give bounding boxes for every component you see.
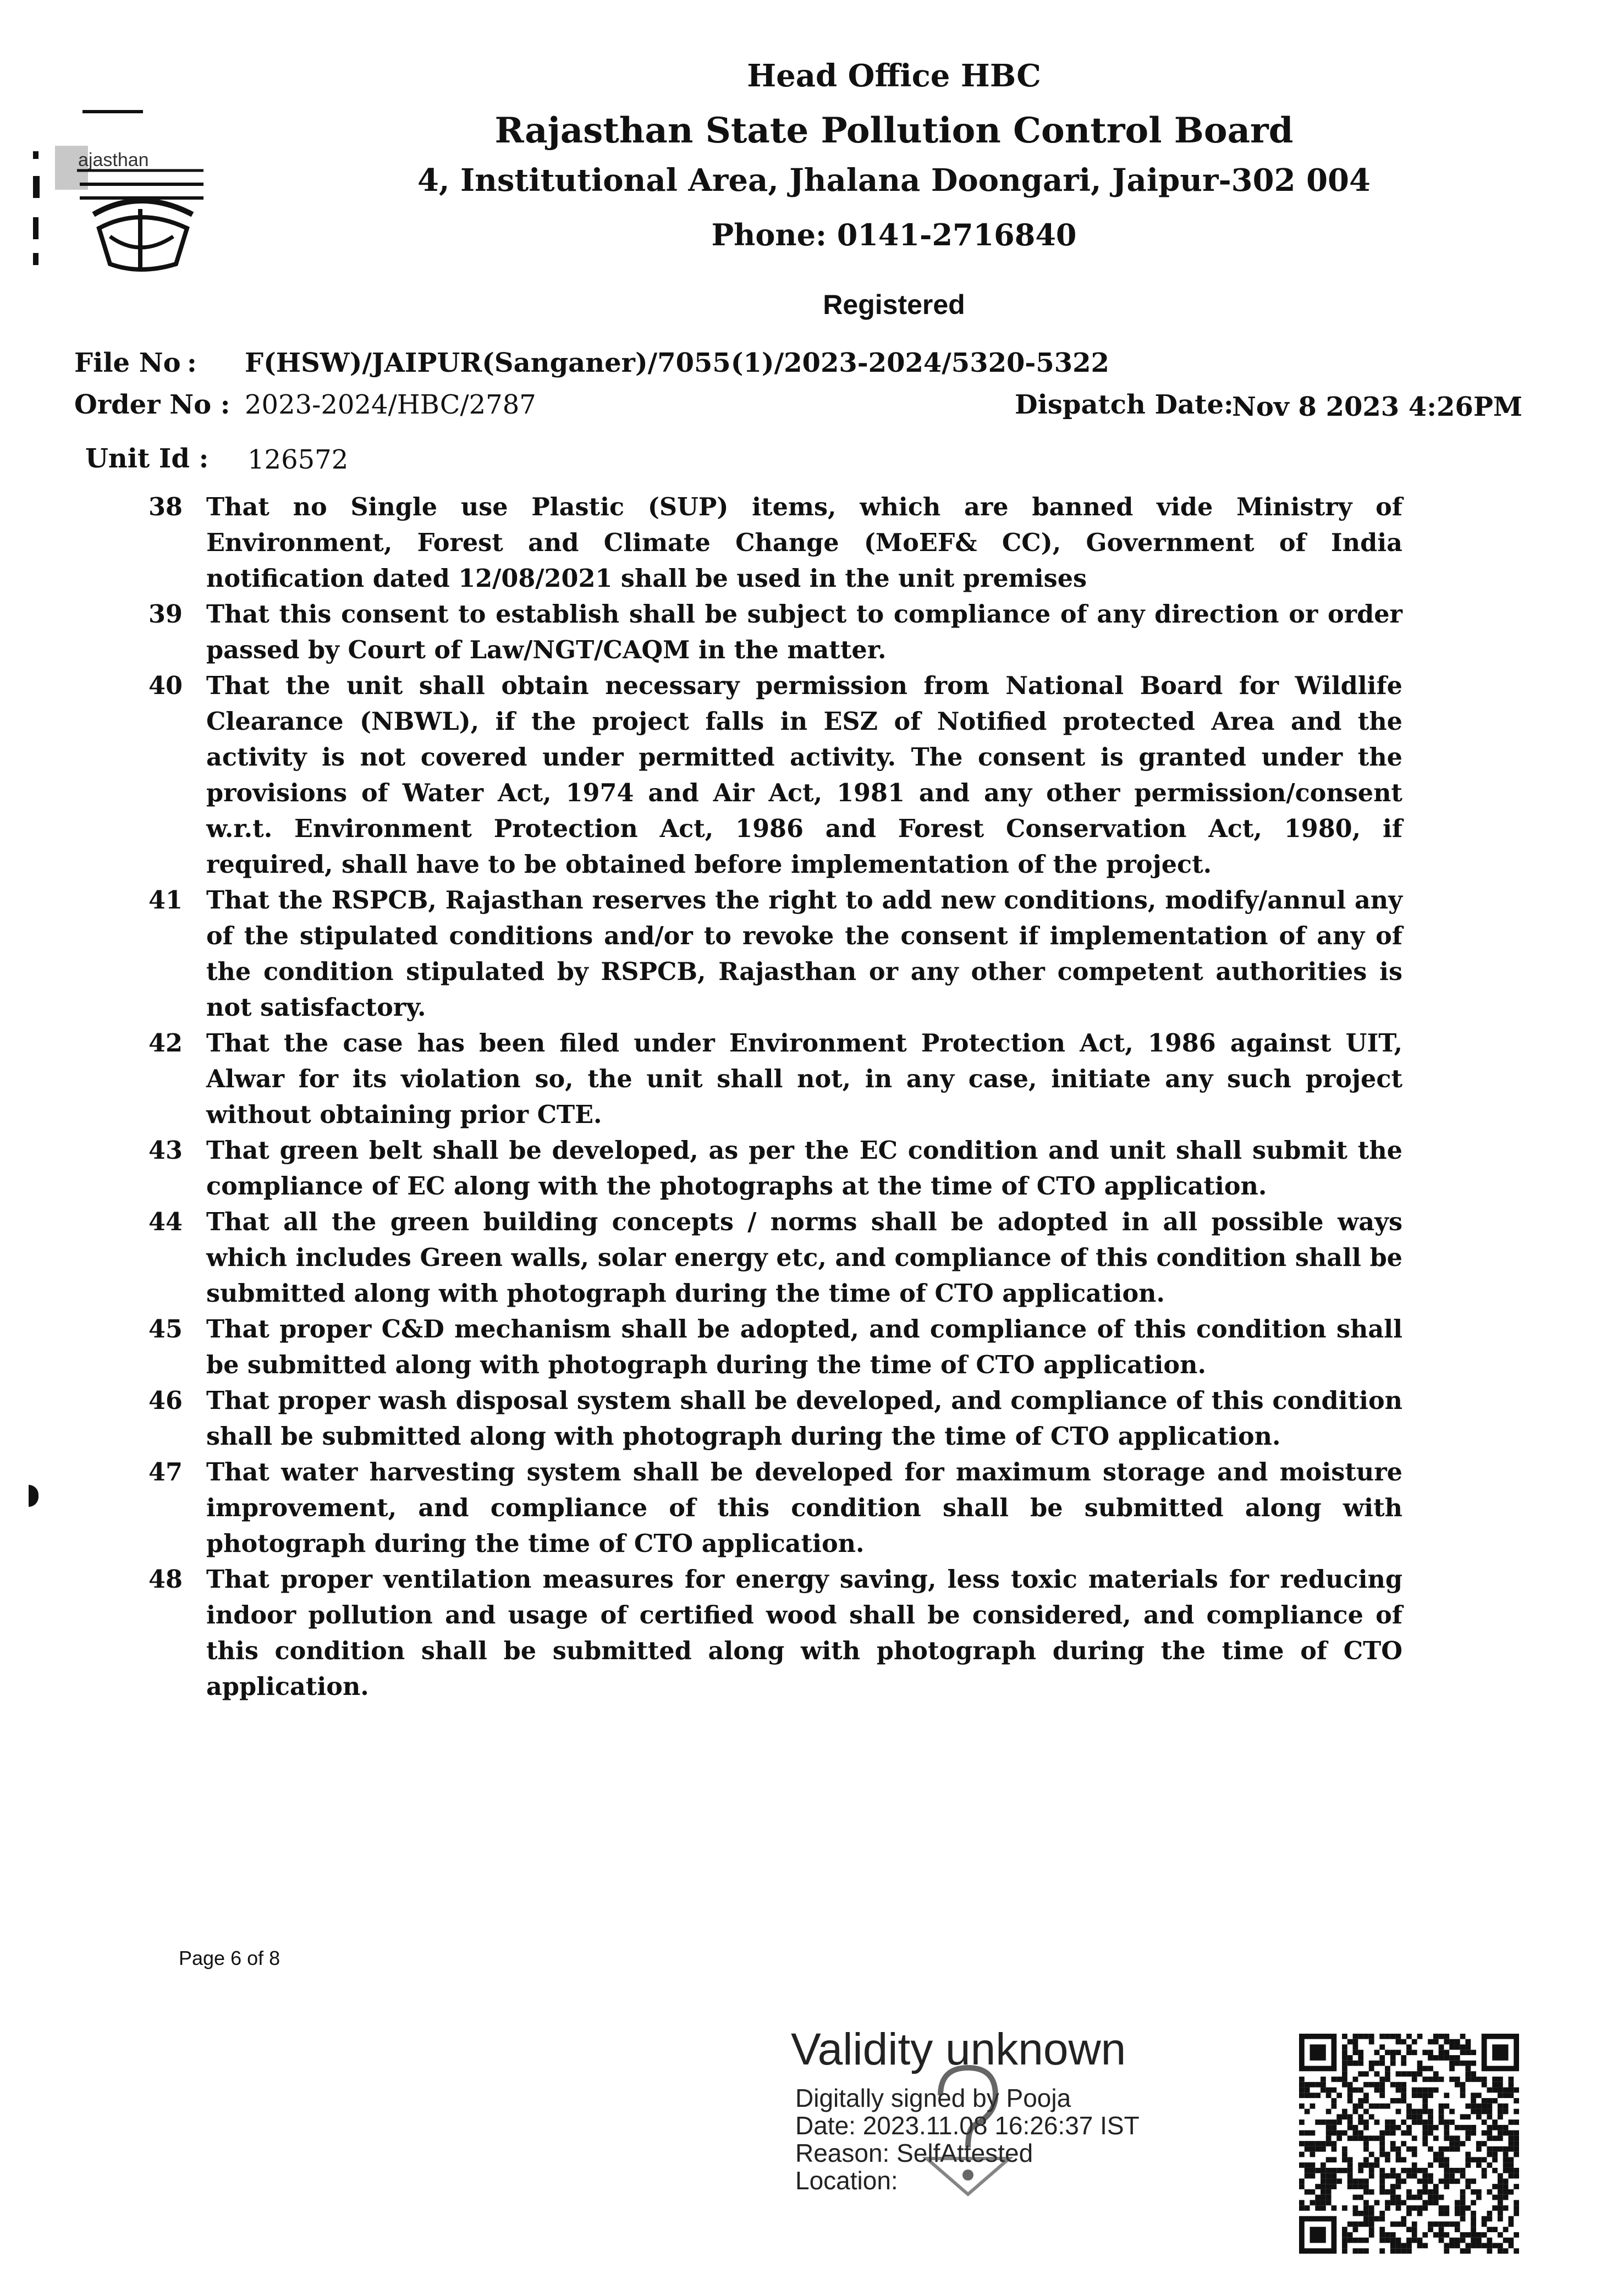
file-no-separator: : xyxy=(187,348,197,378)
condition-text: That the unit shall obtain necessary permission from National Board for Wildlife Clearance (NBWL), if the project falls in ESZ of Notified protected Area and the activity is not covered under permitted activity. The consent is granted under the provisions of Water Act, 1974 and Air Act, 1981 and any other permission/consent w.r.t. Environment Protection Act, 1986 and Forest Conservation Act, 1980, if required, shall have to be obtained before implementation of the project. xyxy=(206,671,1402,879)
signature-date: Date: 2023.11.08 16:26:37 IST xyxy=(795,2111,1140,2140)
condition-item xyxy=(148,1204,1402,1312)
condition-text: That this consent to establish shall be subject to compliance of any direction or order passed by Court of Law/NGT/CAQM in the matter. xyxy=(206,600,1402,664)
condition-text: That all the green building concepts / norms shall be adopted in all possible ways which includes Green walls, solar energy etc, and compliance of this condition shall be submitted along with photograph during the time of CTO application. xyxy=(206,1208,1402,1308)
unit-id-value: 126572 xyxy=(247,444,349,475)
condition-text: That green belt shall be developed, as per the EC condition and unit shall submit the compliance of EC along with the photographs at the time of CTO application. xyxy=(206,1136,1402,1201)
unit-id-label: Unit Id : xyxy=(85,443,209,474)
condition-number: 48 xyxy=(148,1565,183,1594)
condition-number: 46 xyxy=(148,1386,183,1415)
digital-signature-block xyxy=(781,2024,1199,2233)
condition-number: 39 xyxy=(148,600,183,629)
file-no-value: F(HSW)/JAIPUR(Sanganer)/7055(1)/2023-2024/5320-5322 xyxy=(245,348,1109,378)
signature-signed-by: Digitally signed by Pooja xyxy=(795,2084,1071,2112)
signature-location: Location: xyxy=(795,2166,898,2195)
dispatch-date-label: Dispatch Date: xyxy=(1015,389,1234,420)
condition-item xyxy=(148,1562,1402,1705)
signature-validity: Validity unknown xyxy=(791,2024,1126,2074)
signature-reason: Reason: SelfAttested xyxy=(795,2139,1033,2167)
punch-hole-mark xyxy=(29,1485,38,1507)
condition-number: 41 xyxy=(148,886,183,915)
validity-question-icon xyxy=(913,2057,1023,2200)
conditions-list xyxy=(148,489,1402,1705)
condition-text: That proper ventilation measures for energy saving, less toxic materials for reducing indoor pollution and usage of certified wood shall be considered, and compliance of this condition shall be submitted along with photograph during the time of CTO application. xyxy=(206,1565,1402,1701)
condition-number: 38 xyxy=(148,493,183,521)
order-no-value: 2023-2024/HBC/2787 xyxy=(245,389,536,420)
condition-item xyxy=(148,1026,1402,1133)
organization-phone: Phone: 0141-2716840 xyxy=(711,217,1077,252)
file-no-label: File No xyxy=(74,348,181,378)
condition-number: 42 xyxy=(148,1029,183,1058)
dispatch-date-value: Nov 8 2023 4:26PM xyxy=(1232,392,1523,422)
condition-item xyxy=(148,1383,1402,1455)
condition-item xyxy=(148,1312,1402,1383)
condition-item xyxy=(148,1455,1402,1562)
condition-text: That water harvesting system shall be developed for maximum storage and moisture improvement, and compliance of this condition shall be submitted along with photograph during the time of CTO application. xyxy=(206,1458,1402,1558)
registered-label: Registered xyxy=(823,289,965,320)
condition-item xyxy=(148,883,1402,1026)
condition-text: That no Single use Plastic (SUP) items, which are banned vide Ministry of Environment, Forest and Climate Change (MoEF& CC), Government of India notification dated 12/08/2021 shall be used in the unit premises xyxy=(206,493,1402,593)
condition-number: 44 xyxy=(148,1208,183,1236)
condition-item xyxy=(148,668,1402,883)
condition-text: That the case has been filed under Environment Protection Act, 1986 against UIT, Alwar for its violation so, the unit shall not, in any case, initiate any such project without obtaining prior CTE. xyxy=(206,1029,1402,1129)
page-number: Page 6 of 8 xyxy=(179,1947,280,1969)
organization-name: Rajasthan State Pollution Control Board xyxy=(494,110,1294,151)
condition-text: That proper C&D mechanism shall be adopted, and compliance of this condition shall be submitted along with photograph during the time of CTO application. xyxy=(206,1315,1402,1379)
office-name: Head Office HBC xyxy=(747,58,1041,94)
condition-item xyxy=(148,489,1402,597)
qr-code-icon xyxy=(1299,2034,1519,2254)
condition-number: 47 xyxy=(148,1458,183,1486)
condition-text: That the RSPCB, Rajasthan reserves the right to add new conditions, modify/annul any of the stipulated conditions and/or to revoke the consent if implementation of any of the condition stipulated by RSPCB, Rajasthan or any other competent authorities is not satisfactory. xyxy=(206,886,1402,1022)
condition-number: 45 xyxy=(148,1315,183,1344)
condition-item xyxy=(148,1133,1402,1204)
order-no-label: Order No : xyxy=(74,389,230,420)
logo-text: ajasthan xyxy=(78,150,149,170)
condition-item xyxy=(148,597,1402,668)
condition-number: 40 xyxy=(148,671,183,700)
organization-address: 4, Institutional Area, Jhalana Doongari, Jaipur-302 004 xyxy=(417,162,1371,199)
condition-text: That proper wash disposal system shall be developed, and compliance of this condition shall be submitted along with photograph during the time of CTO application. xyxy=(206,1386,1402,1451)
condition-number: 43 xyxy=(148,1136,183,1165)
